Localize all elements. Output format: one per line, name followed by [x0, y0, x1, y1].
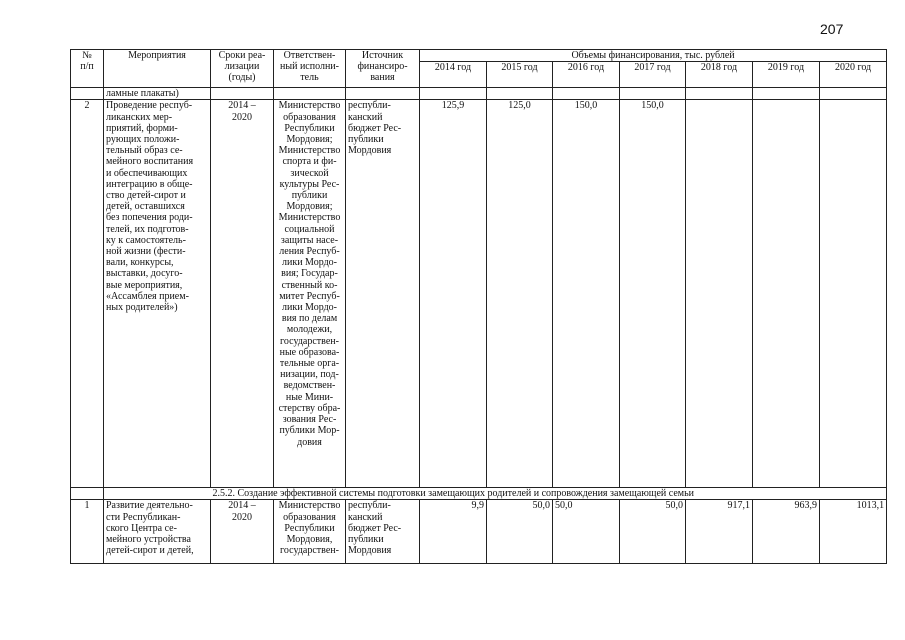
row-value-2017: 50,0: [620, 500, 686, 564]
table-header-row: [71, 50, 887, 62]
row-value-2015: 125,0: [487, 100, 553, 488]
continuation-text: ламные плакаты): [104, 88, 211, 100]
row-value-2014: 9,9: [420, 500, 487, 564]
header-year: 2014 год: [420, 62, 487, 88]
row-number: 1: [71, 500, 104, 564]
row-value-2020: 1013,1: [820, 500, 887, 564]
header-year: 2019 год: [753, 62, 820, 88]
page-number: 207: [820, 21, 844, 37]
header-responsible: Ответствен- ный исполни- тель: [274, 50, 346, 88]
row-value-2017: 150,0: [620, 100, 686, 488]
row-source: республи- канский бюджет Рес- публики Мордовия: [346, 100, 420, 488]
section-row: [71, 488, 887, 500]
row-value-2020: [820, 100, 887, 488]
row-value-2018: 917,1: [686, 500, 753, 564]
row-responsible: Министерство образования Республики Мордовия, государствен-: [274, 500, 346, 564]
row-value-2016: 150,0: [553, 100, 620, 488]
row-responsible: Министерство образования Республики Мордовия; Министерство спорта и фи- зической культуры Рес- публики Мордовия; Министерство социальной защиты насе- ления Респуб- лики Мордо- вия; Государ- ственный ко- митет Респуб- лики Мордо- вия по делам молодежи, государствен- ные образова- тельные орга- низации, под- ведомствен- ные Мини- стерству обра- зования Рес- публики Мор- довия: [274, 100, 346, 488]
row-period: 2014 – 2020: [211, 100, 274, 488]
header-number: № п/п: [71, 50, 104, 88]
row-value-2015: 50,0: [487, 500, 553, 564]
row-value-2019: [753, 100, 820, 488]
header-event: Мероприятия: [104, 50, 211, 88]
row-source: республи- канский бюджет Рес- публики Мордовия: [346, 500, 420, 564]
header-source: Источник финансиро- вания: [346, 50, 420, 88]
header-year: 2015 год: [487, 62, 553, 88]
financing-table: [70, 49, 887, 564]
row-value-2018: [686, 100, 753, 488]
table-row: [71, 500, 887, 564]
row-event: Развитие деятельно- сти Республикан- ского Центра се- мейного устройства детей-сирот и детей,: [104, 500, 211, 564]
row-event: Проведение респуб- ликанских мер- приятий, форми- рующих положи- тельный образ се- мейного воспитания и обеспечивающих интеграцию в обще- ство детей-сирот и детей, оставшихся без попечения роди- телей, их подготов- ку к самостоятель- ной жизни (фести- вали, конкурсы, выставки, досуго- вые мероприятия, «Ассамблея прием- ных родителей»): [104, 100, 211, 488]
header-year: 2016 год: [553, 62, 620, 88]
row-period: 2014 – 2020: [211, 500, 274, 564]
row-value-2016: 50,0: [553, 500, 620, 564]
header-year: 2017 год: [620, 62, 686, 88]
header-period: Сроки реа- лизации (годы): [211, 50, 274, 88]
continuation-row: [71, 88, 887, 100]
header-year: 2020 год: [820, 62, 887, 88]
row-number: 2: [71, 100, 104, 488]
row-value-2014: 125,9: [420, 100, 487, 488]
section-title: 2.5.2. Создание эффективной системы подготовки замещающих родителей и сопровождения замещающей семьи: [211, 488, 887, 500]
table-row: [71, 100, 887, 488]
header-year: 2018 год: [686, 62, 753, 88]
header-funding: Объемы финансирования, тыс. рублей: [420, 50, 887, 62]
row-value-2019: 963,9: [753, 500, 820, 564]
